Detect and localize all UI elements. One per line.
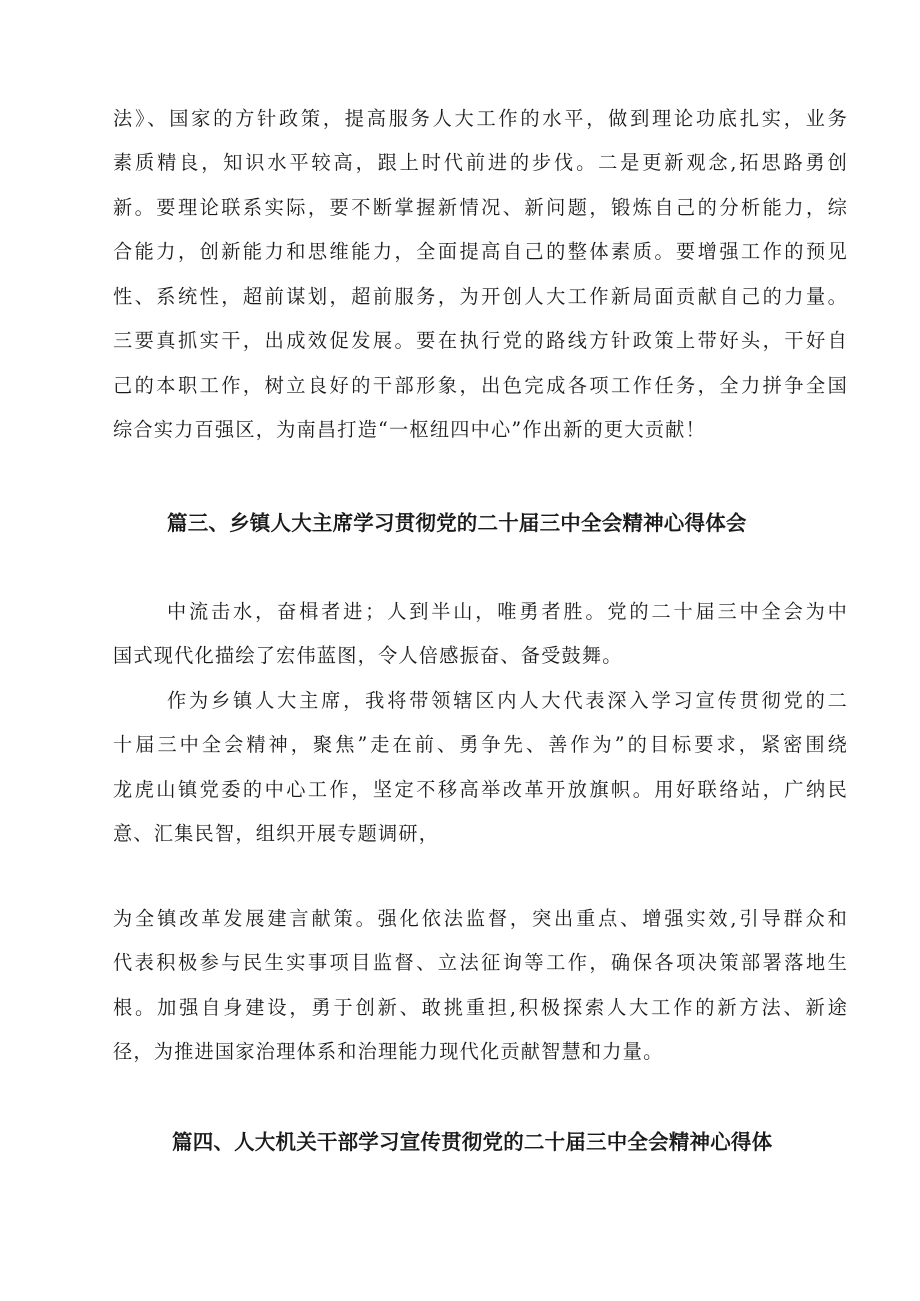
body-text-line: 国式现代化描绘了宏伟蓝图，令人倍感振奋、备受鼓舞。 bbox=[113, 644, 623, 667]
section-three-heading: 篇三、乡镇人大主席学习贯彻党的二十届三中全会精神心得体会 bbox=[167, 511, 747, 535]
body-text-line: 龙虎山镇党委的中心工作，坚定不移高举改革开放旗帜。用好联络站，广纳民 bbox=[113, 778, 848, 801]
body-text-line: 三要真抓实干，出成效促发展。要在执行党的路线方针政策上带好头，干好自 bbox=[113, 329, 848, 352]
body-text-line: 法》、国家的方针政策，提高服务人大工作的水平，做到理论功底扎实，业务 bbox=[113, 107, 848, 130]
body-text-line: 十届三中全会精神，聚焦”走在前、勇争先、善作为”的目标要求，紧密围绕 bbox=[113, 733, 848, 756]
body-text-line: 根。加强自身建设，勇于创新、敢挑重担,积极探索人大工作的新方法、新途 bbox=[113, 996, 848, 1019]
body-text-line: 素质精良，知识水平较高，跟上时代前进的步伐。二是更新观念,拓思路勇创 bbox=[113, 151, 848, 174]
body-text-line: 性、系统性，超前谋划，超前服务，为开创人大工作新局面贡献自己的力量。 bbox=[113, 285, 848, 308]
body-text-line: 径，为推进国家治理体系和治理能力现代化贡献智慧和力量。 bbox=[113, 1040, 664, 1063]
body-text-line: 合能力，创新能力和思维能力，全面提高自己的整体素质。要增强工作的预见 bbox=[113, 240, 848, 263]
section-four-heading: 篇四、人大机关干部学习宣传贯彻党的二十届三中全会精神心得体 bbox=[172, 1130, 773, 1154]
body-text-line: 为全镇改革发展建言献策。强化依法监督，突出重点、增强实效,引导群众和 bbox=[113, 907, 848, 930]
body-text-line: 己的本职工作，树立良好的干部形象，出色完成各项工作任务，全力拼争全国 bbox=[113, 374, 848, 397]
body-text-line: 代表积极参与民生实事项目监督、立法征询等工作，确保各项决策部署落地生 bbox=[113, 951, 848, 974]
body-text-line: 意、汇集民智，组织开展专题调研， bbox=[113, 822, 440, 845]
body-text-line: 作为乡镇人大主席，我将带领辖区内人大代表深入学习宣传贯彻党的二 bbox=[167, 689, 848, 712]
body-text-line: 中流击水，奋楫者进；人到半山，唯勇者胜。党的二十届三中全会为中 bbox=[167, 600, 848, 623]
body-text-line: 综合实力百强区，为南昌打造“一枢纽四中心”作出新的更大贡献！ bbox=[113, 418, 706, 441]
body-text-line: 新。要理论联系实际，要不断掌握新情况、新问题，锻炼自己的分析能力，综 bbox=[113, 196, 848, 219]
